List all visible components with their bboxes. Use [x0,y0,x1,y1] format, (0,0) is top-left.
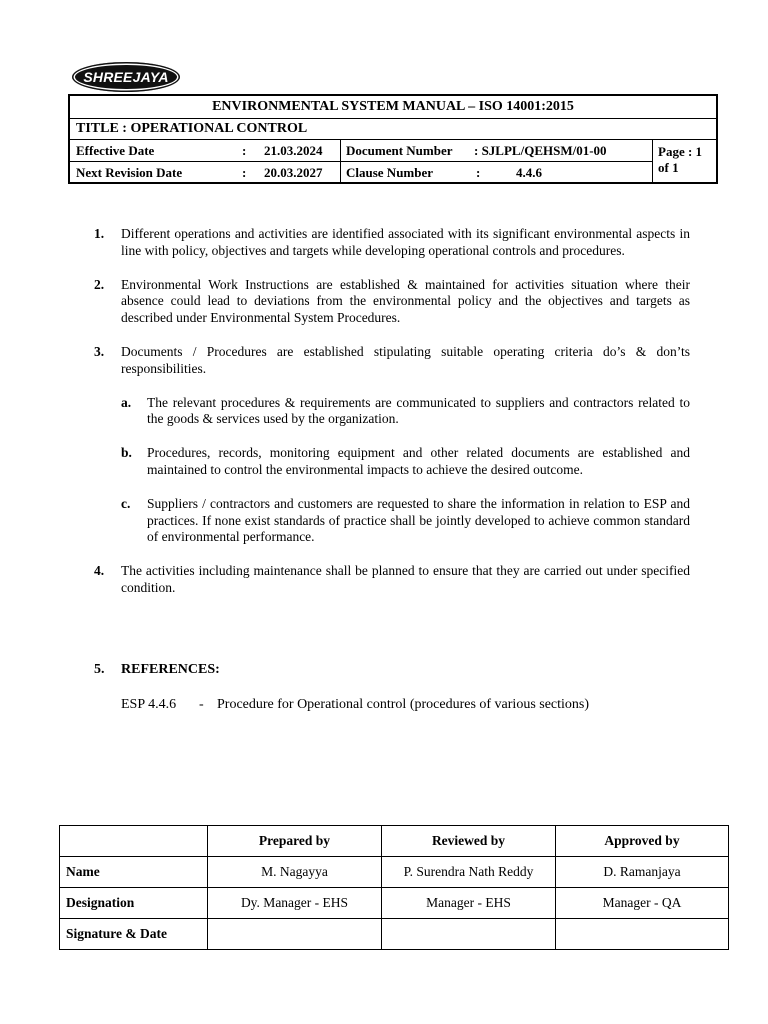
list-item [94,344,690,378]
signature-cell [208,919,382,950]
item-text: The activities including maintenance shall be planned to ensure that they are carried out under specified condition. [121,563,690,595]
clause-number-label: Clause Number [346,165,434,180]
references-number: 5. [94,662,105,677]
sub-list-item [94,496,690,546]
item-text: Environmental Work Instructions are established & maintained for activities situation where their absence could lead to deviations from the environmental policy and the objectives and targets as described under Environmental System Procedures. [121,276,690,326]
header-divider [340,140,341,184]
body-content [94,226,690,614]
document-title: TITLE : OPERATIONAL CONTROL [70,118,716,140]
table-cell: Manager - QA [556,888,729,919]
sub-item-text: The relevant procedures & requirements are communicated to suppliers and contractors related to the goods & services used by the organization. [147,394,690,427]
table-cell: M. Nagayya [208,857,382,888]
sub-list-item [94,445,690,479]
manual-title: ENVIRONMENTAL SYSTEM MANUAL – ISO 14001:2015 [70,96,716,119]
item-number: 1. [94,226,105,241]
reference-description: Procedure for Operational control (procedures of various sections) [217,697,590,712]
sub-item-letter: b. [121,445,132,461]
item-number: 2. [94,276,105,292]
clause-number-sep: : [476,165,481,180]
reference-dash: - [199,697,204,712]
effective-date-sep: : [242,143,247,158]
table-header-cell: Reviewed by [382,826,556,857]
list-item [94,226,690,260]
company-logo [72,62,180,92]
item-number: 3. [94,343,105,359]
next-revision-value: 20.03.2027 [264,165,323,180]
reference-code: ESP 4.4.6 [121,697,177,712]
row-label: Designation [60,888,208,919]
reference-entry [121,697,589,713]
references-heading [94,662,220,678]
table-cell: Manager - EHS [382,888,556,919]
next-revision-label: Next Revision Date [76,165,183,180]
page-line2: of 1 [658,160,679,175]
clause-number-value: 4.4.6 [516,165,542,180]
signature-cell [556,919,729,950]
table-header-cell [60,826,208,857]
header-divider [652,140,653,182]
table-cell: D. Ramanjaya [556,857,729,888]
table-row [60,857,729,888]
item-text: Documents / Procedures are established stipulating suitable operating criteria do’s & don’ts responsibilities. [121,343,690,376]
signature-cell [382,919,556,950]
row-label: Name [60,857,208,888]
page-line1: Page : 1 [658,144,703,159]
item-text: Different operations and activities are identified associated with its significant environmental aspects in line with policy, objectives and targets while developing operational controls and procedures. [121,226,690,258]
document-number-value: : SJLPL/QEHSM/01-00 [474,143,607,158]
effective-date-label: Effective Date [76,143,155,158]
sub-item-letter: c. [121,495,131,511]
table-header-cell: Prepared by [208,826,382,857]
table-header-cell: Approved by [556,826,729,857]
logo-text: SHREEJAYA [83,69,169,85]
page-indicator [658,144,702,176]
document-header [68,94,718,184]
approval-table [59,825,729,950]
table-row [60,888,729,919]
list-item [94,277,690,327]
row-label: Signature & Date [60,919,208,950]
sub-item-letter: a. [121,394,132,410]
table-header-row [60,826,729,857]
sub-item-text: Procedures, records, monitoring equipment and other related documents are established and maintained to control the environmental impacts to achieve the desired outcome. [147,445,690,477]
next-revision-sep: : [242,165,247,180]
table-cell: P. Surendra Nath Reddy [382,857,556,888]
sub-item-text: Suppliers / contractors and customers are requested to share the information in relation to ESP and practices. If none exist standards of practice shall be jointly developed to achieve common standard of environmental performance. [147,495,690,545]
document-number-label: Document Number [346,143,453,158]
list-item [94,563,690,597]
item-number: 4. [94,563,105,579]
references-title: REFERENCES: [121,662,220,677]
effective-date-value: 21.03.2024 [264,143,323,158]
table-row [60,919,729,950]
sub-list-item [94,395,690,429]
table-cell: Dy. Manager - EHS [208,888,382,919]
